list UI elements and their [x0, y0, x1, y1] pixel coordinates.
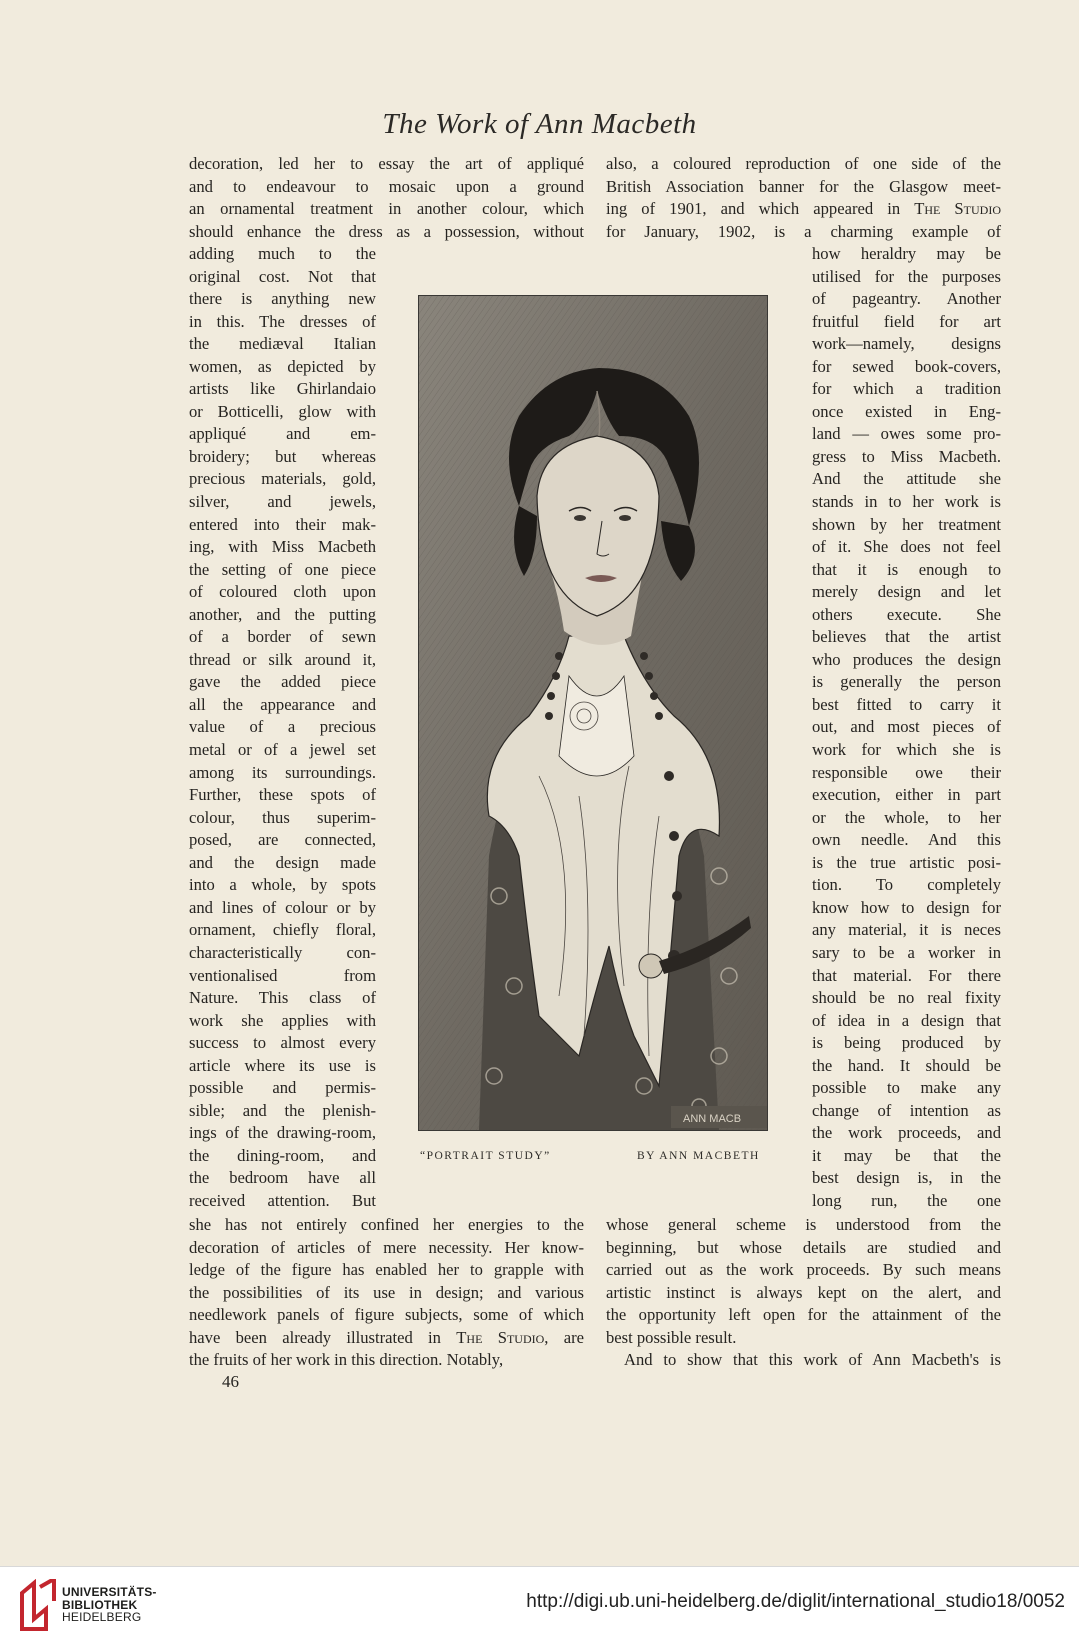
text-line: there is anything new — [189, 289, 376, 309]
text-line: silver, and jewels, — [189, 492, 376, 512]
text-line: of it. She does not feel — [812, 537, 1001, 557]
text-line: whose general scheme is understood from the — [606, 1215, 1001, 1234]
text-line: characteristically con- — [189, 942, 376, 962]
text-bottom-left — [189, 1214, 584, 1372]
text-line: it may be that the — [812, 1145, 1001, 1165]
text-line: merely design and let — [812, 582, 1001, 602]
text-line: ornament, chiefly floral, — [189, 920, 376, 940]
text-line: appliqué and em- — [189, 424, 376, 444]
text-line: that it is enough to — [812, 559, 1001, 579]
text-line: ing of 1901, and which appeared in The Studio — [606, 199, 1001, 219]
text-line: or the whole, to her — [812, 807, 1001, 827]
text-line: decoration of articles of mere necessity. Her know- — [189, 1237, 584, 1257]
figure-caption-title: “PORTRAIT STUDY” — [420, 1150, 551, 1162]
text-line: broidery; but whereas — [189, 446, 376, 466]
text-line: know how to design for — [812, 897, 1001, 917]
text-line: best fitted to carry it — [812, 694, 1001, 714]
text-line: precious materials, gold, — [189, 469, 376, 489]
text-line: possible to make any — [812, 1078, 1001, 1098]
text-line: is generally the person — [812, 672, 1001, 692]
text-line: the possibilities of its use in design; and various — [189, 1282, 584, 1302]
permalink-url[interactable]: http://digi.ub.uni-heidelberg.de/diglit/international_studio18/0052 — [526, 1591, 1065, 1612]
text-line: for which a tradition — [812, 379, 1001, 399]
text-line: another, and the putting — [189, 604, 376, 624]
text-line: execution, either in part — [812, 785, 1001, 805]
text-line: or Botticelli, glow with — [189, 401, 376, 421]
text-line: the work proceeds, and — [812, 1123, 1001, 1143]
text-line: is the true artistic posi- — [812, 852, 1001, 872]
text-line: the opportunity left open for the attainment of the — [606, 1305, 1001, 1325]
text-line: value of a precious — [189, 717, 376, 737]
text-line: artistic instinct is always kept on the alert, and — [606, 1282, 1001, 1302]
text-line: And the attitude she — [812, 469, 1001, 489]
text-line: the hand. It should be — [812, 1055, 1001, 1075]
text-line: ing, with Miss Macbeth — [189, 537, 376, 557]
text-line: the bedroom have all — [189, 1168, 376, 1188]
text-line: ledge of the figure has enabled her to grapple with — [189, 1260, 584, 1280]
text-line: stands in to her work is — [812, 492, 1001, 512]
text-line: posed, are connected, — [189, 830, 376, 850]
text-line: utilised for the purposes — [812, 266, 1001, 286]
text-line: needlework panels of figure subjects, some of which — [189, 1305, 584, 1325]
portrait-drawing — [419, 296, 767, 1130]
artist-signature: ANN MACB — [683, 1113, 742, 1125]
text-line: is being produced by — [812, 1033, 1001, 1053]
text-line: received attention. But — [189, 1190, 376, 1210]
page-number: 46 — [222, 1372, 239, 1391]
text-line: for January, 1902, is a charming example of — [606, 221, 1001, 241]
text-line: should be no real fixity — [812, 988, 1001, 1008]
text-line: gress to Miss Macbeth. — [812, 446, 1001, 466]
text-line: own needle. And this — [812, 830, 1001, 850]
text-line: an ornamental treatment in another colour, which — [189, 199, 584, 219]
text-line: sible; and the plenish- — [189, 1100, 376, 1120]
text-line: the setting of one piece — [189, 559, 376, 579]
text-line: carried out as the work proceeds. By such means — [606, 1260, 1001, 1280]
text-line: thread or silk around it, — [189, 649, 376, 669]
text-line: artists like Ghirlandaio — [189, 379, 376, 399]
text-line: tion. To completely — [812, 875, 1001, 895]
text-line: of idea in a design that — [812, 1010, 1001, 1030]
text-line: how heraldry may be — [812, 244, 1001, 263]
figure-caption-artist: BY ANN MACBETH — [637, 1150, 760, 1162]
text-line: responsible owe their — [812, 762, 1001, 782]
text-line: the mediæval Italian — [189, 334, 376, 354]
text-line: colour, thus superim- — [189, 807, 376, 827]
text-line: work for which she is — [812, 740, 1001, 760]
text-line: into a whole, by spots — [189, 875, 376, 895]
text-line: And to show that this work of Ann Macbeth's is — [624, 1350, 1001, 1370]
text-line: that material. For there — [812, 965, 1001, 985]
text-line: metal or of a jewel set — [189, 740, 376, 760]
text-line: out, and most pieces of — [812, 717, 1001, 737]
text-line: work she applies with — [189, 1010, 376, 1030]
library-footer — [0, 1566, 1079, 1645]
text-line: and the design made — [189, 852, 376, 872]
text-line: who produces the design — [812, 649, 1001, 669]
text-bottom-right — [606, 1214, 1001, 1372]
text-line: of a border of sewn — [189, 627, 376, 647]
text-line: long run, the one — [812, 1190, 1001, 1210]
text-line: best possible result. — [606, 1327, 737, 1347]
text-line: decoration, led her to essay the art of appliqué — [189, 154, 584, 173]
text-line: adding much to the — [189, 244, 376, 263]
text-line: for sewed book-covers, — [812, 356, 1001, 376]
text-line: entered into their mak- — [189, 514, 376, 534]
text-line: among its surroundings. — [189, 762, 376, 782]
portrait-illustration — [418, 295, 768, 1131]
text-wrap-left — [189, 243, 376, 1213]
text-line: work—namely, designs — [812, 334, 1001, 354]
text-line: ings of the drawing-room, — [189, 1123, 376, 1143]
library-logo-text — [62, 1586, 157, 1624]
library-logo-icon — [18, 1579, 58, 1633]
text-line: women, as depicted by — [189, 356, 376, 376]
text-line: land — owes some pro- — [812, 424, 1001, 444]
text-line: Further, these spots of — [189, 785, 376, 805]
text-line: believes that the artist — [812, 627, 1001, 647]
text-line: should enhance the dress as a possession, without — [189, 221, 584, 241]
text-line: change of intention as — [812, 1100, 1001, 1120]
magazine-title: The Studio — [456, 1327, 545, 1347]
text-line: ventionalised from — [189, 965, 376, 985]
text-line: of coloured cloth upon — [189, 582, 376, 602]
text-line: once existed in Eng- — [812, 401, 1001, 421]
text-line: shown by her treatment — [812, 514, 1001, 534]
text-line: British Association banner for the Glasgow meet- — [606, 176, 1001, 196]
text-line: gave the added piece — [189, 672, 376, 692]
magazine-title: The Studio — [914, 199, 1001, 219]
logo-line-2: BIBLIOTHEK — [62, 1597, 138, 1612]
text-wrap-right — [812, 243, 1001, 1213]
text-line: best design is, in the — [812, 1168, 1001, 1188]
text-line: Nature. This class of — [189, 988, 376, 1008]
text-line: the dining-room, and — [189, 1145, 376, 1165]
text-line: in this. The dresses of — [189, 311, 376, 331]
text-line: she has not entirely confined her energies to the — [189, 1215, 584, 1234]
text-line: and lines of colour or by — [189, 897, 376, 917]
text-line: others execute. She — [812, 604, 1001, 624]
logo-line-3: HEIDELBERG — [62, 1610, 142, 1624]
text-line: any material, it is neces — [812, 920, 1001, 940]
text-line: article where its use is — [189, 1055, 376, 1075]
text-line: of pageantry. Another — [812, 289, 1001, 309]
text-line: and to endeavour to mosaic upon a ground — [189, 176, 584, 196]
text-top-right — [606, 153, 1001, 243]
text-line: success to almost every — [189, 1033, 376, 1053]
text-line: also, a coloured reproduction of one side of the — [606, 154, 1001, 173]
text-line: sary to be a worker in — [812, 942, 1001, 962]
text-line: fruitful field for art — [812, 311, 1001, 331]
text-top-left — [189, 153, 584, 243]
text-line: have been already illustrated in The Studio, are — [189, 1327, 584, 1347]
text-line: all the appearance and — [189, 694, 376, 714]
running-head: The Work of Ann Macbeth — [382, 108, 697, 140]
text-line: possible and permis- — [189, 1078, 376, 1098]
text-line: the fruits of her work in this direction. Notably, — [189, 1350, 504, 1370]
logo-line-1: UNIVERSITÄTS- — [62, 1585, 157, 1599]
text-line: original cost. Not that — [189, 266, 376, 286]
text-line: beginning, but whose details are studied and — [606, 1237, 1001, 1257]
